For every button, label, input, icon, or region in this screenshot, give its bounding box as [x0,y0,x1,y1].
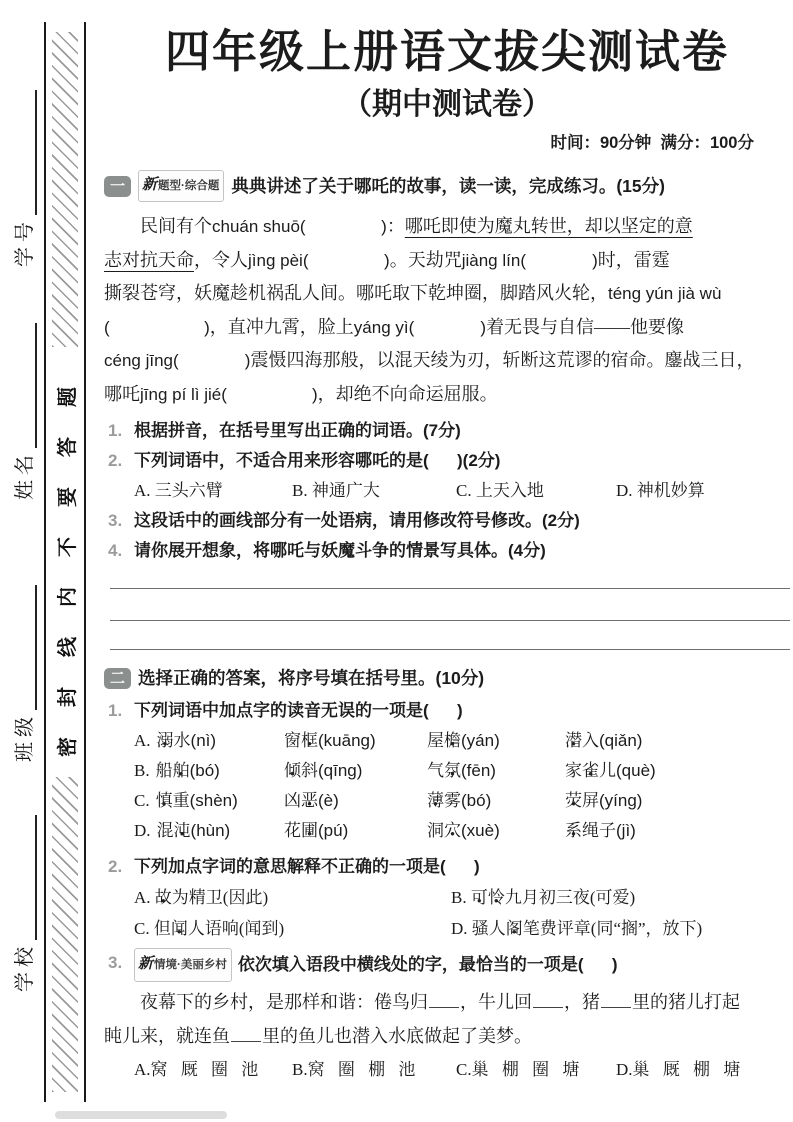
question-2-options [134,476,790,506]
new-type-badge-prefix: 新 [142,176,158,193]
passage-line: 盹儿来，就连鱼 里的鱼儿也潜入水底做起了美梦。 [104,1020,790,1054]
option-c: C. 上天入地 [456,481,544,500]
question-1 [104,416,790,446]
option-d: D. 神机妙算 [616,481,705,500]
question-text: 依次填入语段中横线处的字，最恰当的一项是( ) [237,955,618,974]
question-text: 这段话中的画线部分有一处语病，请用修改符号修改。(2分) [134,511,580,530]
name-blank-line [19,323,37,448]
seal-line-text: 密封线内不要答题 [56,357,79,757]
section-one-title: 典典讲述了关于哪吒的故事，读一读，完成练习。(15分) [231,175,665,196]
section-two-badge: 二 [104,668,131,689]
option-b: B. 可 ●怜 ●九月初三夜(可爱) [451,882,790,913]
question-text: 请你展开想象，将哪吒与妖魔斗争的情景写具体。(4分) [134,541,546,560]
question-number: 2. [108,451,123,470]
pronunciation-row-a [134,726,790,756]
question-text: 根据拼音，在括号里写出正确的词语。(7分) [134,421,461,440]
school-field [8,815,37,992]
option-a: A.窝 厩 圈 池 [134,1060,259,1079]
paper-content [104,0,790,1085]
seal-margin-sidebar [0,0,102,1122]
word: 薄 ●雾(bó) [427,786,565,816]
word: 气氛 ●(fēn) [427,756,565,786]
paper-subtitle: （期中测试卷） [342,88,552,121]
option-c: C.巢 棚 圈 塘 [456,1060,580,1079]
student-number-field [8,90,37,267]
word: 系 ●绳子(jì) [565,816,790,846]
option-b: B.窝 圈 棚 池 [292,1060,416,1079]
rotated-margin-strip [0,0,102,1122]
answer-line [110,570,790,589]
word: 凶恶 ●(è) [284,786,427,816]
school-label: 学校 [14,942,36,992]
section-one-badge: 一 [104,176,131,197]
word: 荧 ●屏(yíng) [565,786,790,816]
passage-line: 志对抗天命，令人jìng pèi( )。天劫咒jiàng lín( )时，雷霆 [104,249,670,270]
new-type-badge [138,170,224,202]
word: 溺 ●水(nì) [157,731,217,750]
class-field [8,585,37,762]
passage-line: 夜幕下的乡村，是那样和谐：倦鸟归 ，牛儿回 ，猪 里的猪儿打起 [104,986,790,1020]
row-label: A. [134,731,151,750]
question-number: 4. [108,541,123,560]
pronunciation-row-c [134,786,790,816]
answer-line [110,589,790,621]
word: 屋檐 ●(yán) [427,726,565,756]
option-d: D. 骚人阁 ●笔费评章(同“搁”，放下) [451,913,790,944]
question-4 [104,536,790,566]
question-number: 3. [108,953,123,972]
word: 家雀 ●儿(què) [565,756,790,786]
section-one-header [104,170,790,202]
question-2 [104,446,790,476]
word: 窗框 ●(kuāng) [284,726,427,756]
option-a: A. 故 ●为精卫(因此) [134,882,451,913]
passage-line: 哪吒jīng pí lì jié( )，却绝不向命运屈服。 [104,383,498,404]
s2-question-3-options [134,1055,790,1085]
scan-smudge [55,1111,227,1119]
s2-question-2 [104,852,790,882]
question-number: 3. [108,511,123,530]
row-label: D. [134,821,151,840]
section-two-header [104,665,790,692]
pronunciation-row-d [134,816,790,846]
row-label: B. [134,761,150,780]
option-b: B. 神通广大 [292,481,380,500]
section-two-title: 选择正确的答案，将序号填在括号里。(10分) [138,668,485,688]
name-field [8,323,37,500]
row-label: C. [134,791,150,810]
new-context-badge-prefix: 新 [138,955,154,972]
word: 洞穴 ●(xuè) [427,816,565,846]
answer-line [110,621,790,650]
hatch-pattern [52,32,78,347]
passage-line: 撕裂苍穹，妖魔趁机祸乱人间。哪吒取下乾坤圈，脚踏风火轮，téng yún jià wù [104,283,722,303]
question-number: 2. [108,857,123,876]
student-number-label: 学号 [14,217,36,267]
seal-line-band [44,22,86,1102]
student-number-blank-line [19,90,37,215]
word: 倾 ●斜(qīng) [284,756,427,786]
passage-line: 民间有个chuán shuō( )：哪吒即使为魔丸转世，却以坚定的意 [140,216,693,236]
passage-line: céng jīng( )震慑四海那般，以混天绫为刃，斩断这荒谬的宿命。鏖战三日， [104,350,755,370]
s2-question-2-options [134,882,790,944]
word: 慎 ●重(shèn) [156,791,238,810]
question-3 [104,506,790,536]
word: 花圃 ●(pú) [284,816,427,846]
word: 潜 ●入(qiǎn) [565,726,790,756]
name-label: 姓名 [14,450,36,500]
option-c: C. 但闻 ●人语响(闻到) [134,913,451,944]
word: 混沌 ●(hùn) [157,821,231,840]
s2-question-3 [104,948,790,982]
time-score-info: 时间：90分钟 满分：100分 [550,134,754,152]
class-label: 班级 [14,712,36,762]
question-number: 1. [108,701,123,720]
question-number: 1. [108,421,123,440]
word: 船舶 ●(bó) [156,761,220,780]
village-passage [104,986,790,1053]
school-blank-line [19,815,37,940]
class-blank-line [19,585,37,710]
new-context-badge-text: 情境·美丽乡村 [154,959,227,971]
option-d: D.巢 厩 棚 塘 [616,1060,741,1079]
question-text: 下列加点字词的意思解释不正确的一项是( ) [134,857,480,876]
s2-question-1 [104,696,790,726]
new-context-badge [134,948,232,982]
paper-title: 四年级上册语文拔尖测试卷 [164,26,729,77]
passage-line: ( )，直冲九霄，脸上yáng yì( )着无畏与自信——他要像 [104,316,685,337]
question-text: 下列词语中加点字的读音无误的一项是( ) [134,701,463,720]
hatch-pattern [52,777,78,1092]
answer-lines [110,570,790,650]
question-text: 下列词语中，不适合用来形容哪吒的是( )(2分) [134,451,501,470]
option-a: A. 三头六臂 [134,481,223,500]
nezha-passage [104,210,790,411]
new-type-badge-text: 题型·综合题 [158,180,220,192]
pronunciation-row-b [134,756,790,786]
